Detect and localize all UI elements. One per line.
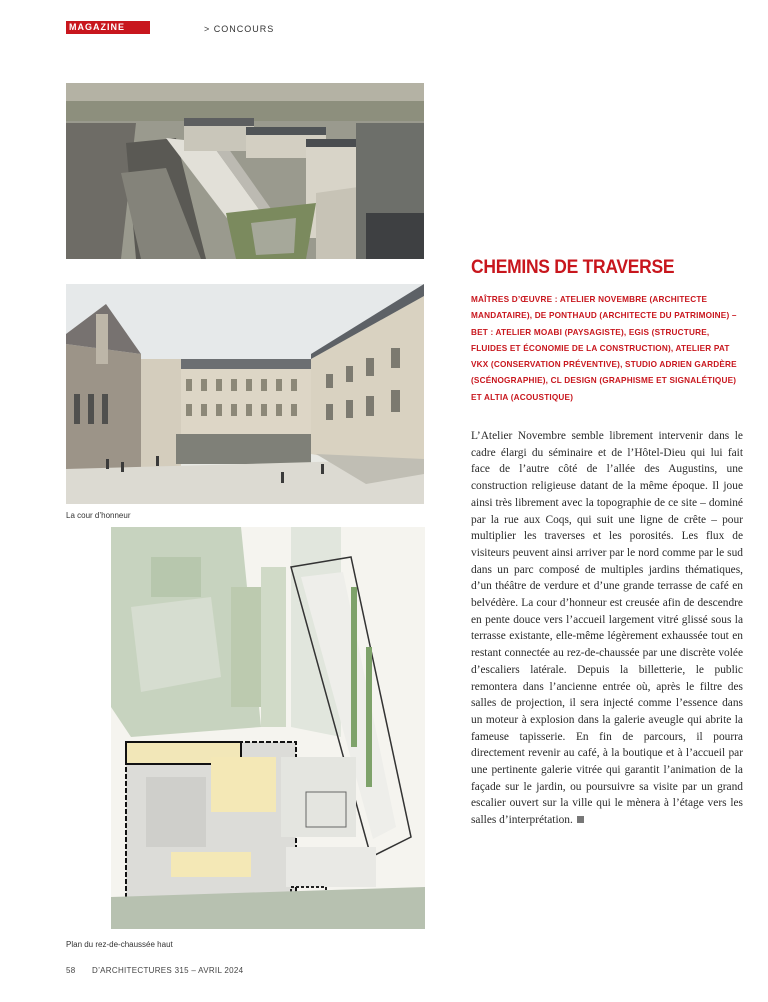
article-body-text: L’Atelier Novembre semble librement intervenir dans le cadre élargi du séminaire et de l’Hôtel-Dieu qui lui fait face de l’autre côté de l’allée des Augustins, une construction religieuse datant de la même époque. Il joue ainsi très librement avec la topographie de ce site – dominé par la rue aux Coqs, qui suit une ligne de crête – pour multiplier les traverses et les porosités. Les flux de visiteurs peuvent ainsi arriver par le nord comme par le sud dans un parc composé de multiples jardins thématiques, d’un théâtre de verdure et d’une grande terrasse de café en belvédère. La cour d’honneur est creusée afin de descendre en pente douce vers l’accueil largement vitré glissé sous la terrasse existante, elle-même légèrement exhaussée tout en restant connectée au rez-de-chaussée par une discrète volée d’escaliers latérale. Depuis la billetterie, le public remontera dans l’ancienne entrée où, après le filtre des salles de projection, il sera injecté comme l’essence dans un moteur à explosion dans la galerie aveugle qui abrite la fameuse tapisserie. En fin de parcours, il pourra directement revenir au café, à la boutique et à l’accueil par une pertinente galerie vitrée qui garantit l’animation de la façade sur le jardin, ou poursuivre sa visite par un grand escalier ouvert sur la ville qui le mènera à l’étage vers les salles d’interprétation. [471,430,743,827]
plan-caption: Plan du rez-de-chaussée haut [66,940,173,949]
publication-info: D’ARCHITECTURES 315 – AVRIL 2024 [92,966,244,975]
subsection-label: > CONCOURS [204,24,275,34]
article-body [471,428,743,829]
article-credits: MAÎTRES D’ŒUVRE : ATELIER NOVEMBRE (ARCHITECTE MANDATAIRE), DE PONTHAUD (ARCHITECTE DU PATRIMOINE) – BET : ATELIER MOABI (PAYSAGISTE), EGIS (STRUCTURE, FLUIDES ET ÉCONOMIE DE LA CONSTRUCTION), ATELIER PAT VKX (CONSERVATION PRÉVENTIVE), STUDIO ADRIEN GARDÈRE (SCÉNOGRAPHIE), CL DESIGN (GRAPHISME ET SIGNALÉTIQUE) ET ALTIA (ACOUSTIQUE) [471,295,737,402]
page-number: 58 [66,966,76,975]
floor-plan [111,527,425,929]
section-tag: MAGAZINE [66,21,150,34]
article-title: CHEMINS DE TRAVERSE [471,257,675,278]
aerial-photo [66,83,424,259]
end-mark-icon [577,816,584,823]
courtyard-photo [66,284,424,504]
courtyard-caption: La cour d’honneur [66,511,131,520]
